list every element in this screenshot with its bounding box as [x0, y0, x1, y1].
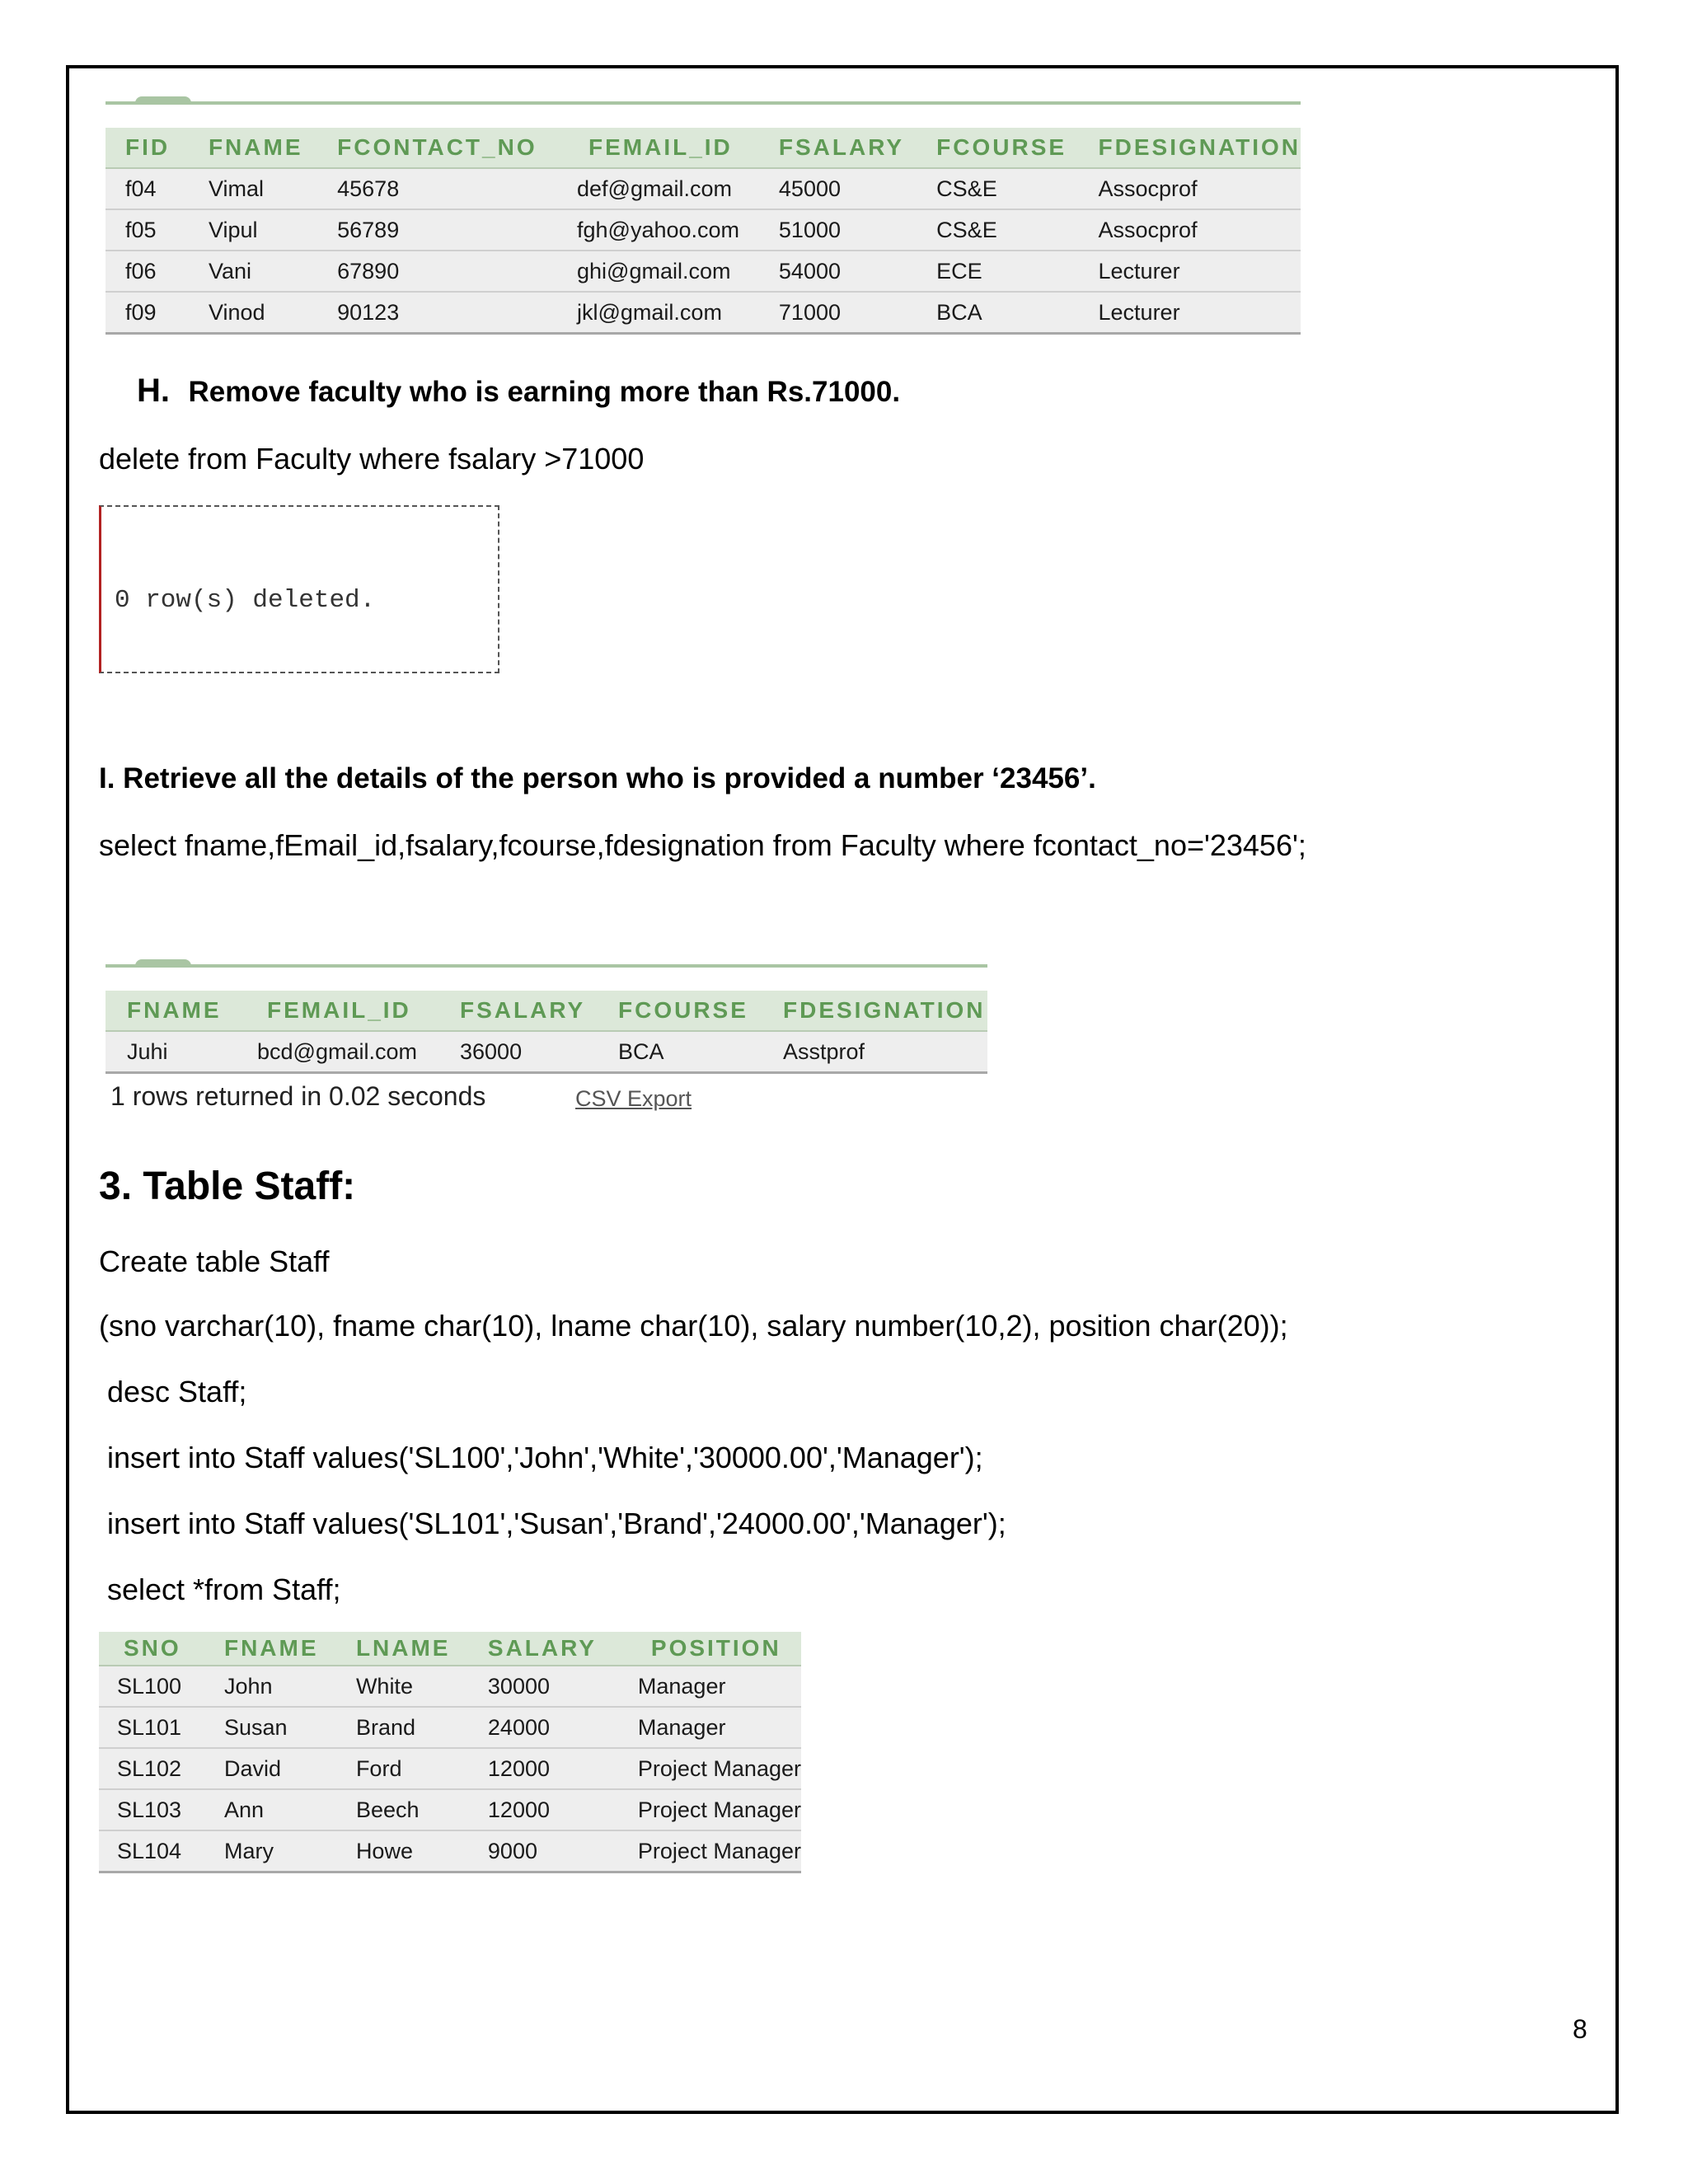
table-cell: 24000 [470, 1707, 620, 1748]
table-cell: 90123 [319, 292, 559, 334]
table-cell: Ann [206, 1789, 338, 1830]
table-row [106, 168, 1301, 209]
column-header: SNO [99, 1632, 206, 1666]
result-table-tabbar [106, 964, 987, 968]
column-header: FCOURSE [918, 128, 1080, 168]
table-cell: Susan [206, 1707, 338, 1748]
column-header: FNAME [106, 991, 249, 1031]
faculty-table [106, 128, 1301, 335]
table-cell: 45000 [761, 168, 918, 209]
table-cell: 67890 [319, 251, 559, 292]
table-cell: Vipul [190, 209, 319, 251]
staff-table [99, 1632, 801, 1873]
table-cell: Assocprof [1081, 209, 1301, 251]
section-i-query: select fname,fEmail_id,fsalary,fcourse,fdesignation from Faculty where fcontact_no='23456'; [99, 828, 1306, 862]
table-cell: Project Manager [620, 1748, 801, 1789]
table-cell: Manager [620, 1707, 801, 1748]
table-cell: f06 [106, 251, 190, 292]
section-3-title: 3. Table Staff: [99, 1165, 356, 1208]
section-i-title: I. Retrieve all the details of the person who is provided a number ‘23456’. [99, 762, 1096, 794]
table-cell: 54000 [761, 251, 918, 292]
staff-table-header [99, 1632, 801, 1666]
faculty-table-tabbar [106, 101, 1301, 105]
table-cell: Manager [620, 1666, 801, 1707]
table-cell: Assocprof [1081, 168, 1301, 209]
table-cell: fgh@yahoo.com [559, 209, 761, 251]
column-header: FSALARY [761, 128, 918, 168]
table-cell: SL102 [99, 1748, 206, 1789]
column-header: LNAME [338, 1632, 470, 1666]
table-cell: SL100 [99, 1666, 206, 1707]
section-h-query: delete from Faculty where fsalary >71000 [99, 442, 645, 476]
table-cell: 12000 [470, 1789, 620, 1830]
table-cell: 30000 [470, 1666, 620, 1707]
table-row [99, 1748, 801, 1789]
table-cell: John [206, 1666, 338, 1707]
table-cell: Ford [338, 1748, 470, 1789]
table-cell: Asstprof [765, 1031, 987, 1073]
code-line: insert into Staff values('SL101','Susan','Brand','24000.00','Manager'); [107, 1507, 1006, 1540]
table-row [99, 1707, 801, 1748]
table-cell: Vimal [190, 168, 319, 209]
page-number: 8 [1573, 2014, 1587, 2044]
table-row [99, 1830, 801, 1872]
table-cell: Juhi [106, 1031, 249, 1073]
code-line: select *from Staff; [107, 1572, 341, 1606]
table-cell: ghi@gmail.com [559, 251, 761, 292]
table-cell: Vani [190, 251, 319, 292]
table-cell: CS&E [918, 168, 1080, 209]
column-header: FEMAIL_ID [249, 991, 442, 1031]
table-cell: SL101 [99, 1707, 206, 1748]
delete-output-box [99, 505, 499, 673]
table-cell: White [338, 1666, 470, 1707]
column-header: POSITION [620, 1632, 801, 1666]
table-cell: jkl@gmail.com [559, 292, 761, 334]
table-cell: Lecturer [1081, 292, 1301, 334]
column-header: FID [106, 128, 190, 168]
rows-returned-text: 1 rows returned in 0.02 seconds [110, 1081, 486, 1111]
column-header: FNAME [206, 1632, 338, 1666]
column-header: FCOURSE [600, 991, 765, 1031]
column-header: SALARY [470, 1632, 620, 1666]
code-line: insert into Staff values('SL100','John','White','30000.00','Manager'); [107, 1441, 983, 1474]
column-header: FEMAIL_ID [559, 128, 761, 168]
table-cell: f09 [106, 292, 190, 334]
table-cell: 9000 [470, 1830, 620, 1872]
table-cell: def@gmail.com [559, 168, 761, 209]
column-header: FSALARY [442, 991, 600, 1031]
table-cell: 56789 [319, 209, 559, 251]
table-cell: ECE [918, 251, 1080, 292]
table-cell: BCA [600, 1031, 765, 1073]
table-cell: 12000 [470, 1748, 620, 1789]
table-cell: Mary [206, 1830, 338, 1872]
table-cell: SL104 [99, 1830, 206, 1872]
table-cell: Vinod [190, 292, 319, 334]
table-cell: 51000 [761, 209, 918, 251]
csv-export-link[interactable]: CSV Export [575, 1086, 692, 1111]
table-cell: 45678 [319, 168, 559, 209]
column-header: FDESIGNATION [1081, 128, 1301, 168]
table-cell: SL103 [99, 1789, 206, 1830]
table-row [106, 209, 1301, 251]
delete-output-text: 0 row(s) deleted. [115, 586, 376, 615]
column-header: FNAME [190, 128, 319, 168]
table-row [106, 251, 1301, 292]
column-header: FCONTACT_NO [319, 128, 559, 168]
section-h-title: Remove faculty who is earning more than Rs.71000. [188, 376, 901, 408]
result-table [106, 991, 987, 1074]
table-row [106, 1031, 987, 1073]
table-cell: f05 [106, 209, 190, 251]
table-cell: CS&E [918, 209, 1080, 251]
table-row [99, 1666, 801, 1707]
table-cell: 71000 [761, 292, 918, 334]
table-row [106, 292, 1301, 334]
code-line: desc Staff; [107, 1375, 247, 1408]
table-cell: Howe [338, 1830, 470, 1872]
table-cell: bcd@gmail.com [249, 1031, 442, 1073]
result-table-header [106, 991, 987, 1031]
faculty-table-header [106, 128, 1301, 168]
section-h-heading [137, 373, 900, 410]
code-line: Create table Staff [99, 1244, 330, 1278]
table-cell: Beech [338, 1789, 470, 1830]
table-cell: David [206, 1748, 338, 1789]
table-cell: Project Manager [620, 1830, 801, 1872]
code-line: (sno varchar(10), fname char(10), lname char(10), salary number(10,2), position char(20)); [99, 1309, 1288, 1343]
table-cell: Lecturer [1081, 251, 1301, 292]
table-cell: Project Manager [620, 1789, 801, 1830]
table-cell: BCA [918, 292, 1080, 334]
table-row [99, 1789, 801, 1830]
table-cell: f04 [106, 168, 190, 209]
column-header: FDESIGNATION [765, 991, 987, 1031]
table-cell: 36000 [442, 1031, 600, 1073]
table-cell: Brand [338, 1707, 470, 1748]
section-h-letter: H. [137, 373, 170, 409]
